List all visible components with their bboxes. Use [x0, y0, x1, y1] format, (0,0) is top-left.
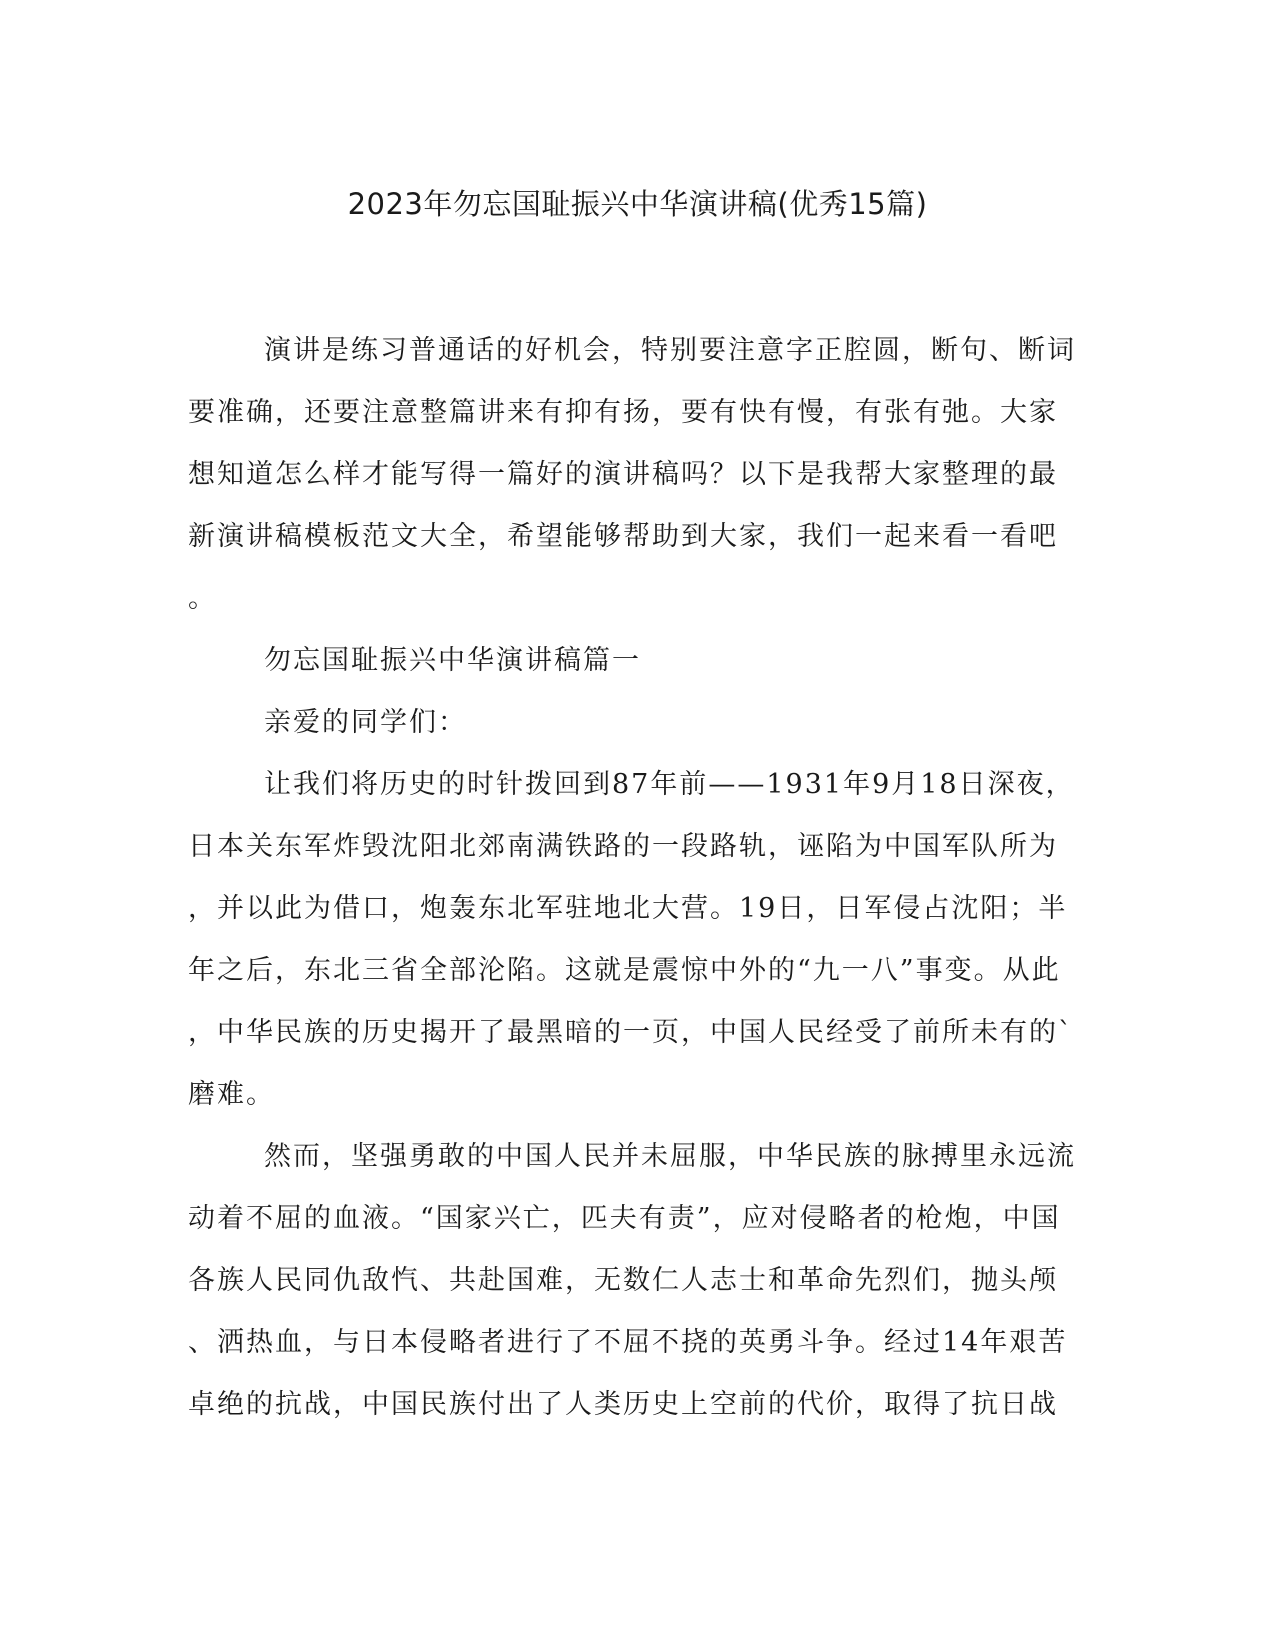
text-line: 年之后，东北三省全部沦陷。这就是震惊中外的“九一八”事变。从此	[188, 955, 1061, 986]
text-line: 、洒热血，与日本侵略者进行了不屈不挠的英勇斗争。经过14年艰苦	[188, 1327, 1068, 1358]
text-line: 各族人民同仇敌忾、共赴国难，无数仁人志士和革命先烈们，抛头颅	[188, 1265, 1058, 1296]
text-line: 磨难。	[188, 1079, 275, 1110]
text-line: 勿忘国耻振兴中华演讲稿篇一	[264, 645, 641, 676]
page-title: 2023年勿忘国耻振兴中华演讲稿(优秀15篇)	[347, 187, 928, 221]
text-line: ，中华民族的历史揭开了最黑暗的一页，中国人民经受了前所未有的`	[188, 1017, 1074, 1048]
document-body	[188, 320, 1078, 1436]
text-line: 亲爱的同学们：	[264, 707, 467, 738]
text-line: 让我们将历史的时针拨回到87年前——1931年9月18日深夜，	[264, 769, 1075, 800]
text-line: 新演讲稿模板范文大全，希望能够帮助到大家，我们一起来看一看吧	[188, 521, 1058, 552]
text-line: 想知道怎么样才能写得一篇好的演讲稿吗？以下是我帮大家整理的最	[188, 459, 1058, 490]
text-line: 卓绝的抗战，中国民族付出了人类历史上空前的代价，取得了抗日战	[188, 1389, 1058, 1420]
text-line: ，并以此为借口，炮轰东北军驻地北大营。19日，日军侵占沈阳；半	[188, 893, 1068, 924]
text-line: 演讲是练习普通话的好机会，特别要注意字正腔圆，断句、断词	[264, 335, 1076, 366]
text-line: 。	[188, 583, 217, 614]
text-line: 日本关东军炸毁沈阳北郊南满铁路的一段路轨，诬陷为中国军队所为	[188, 831, 1058, 862]
text-line: 动着不屈的血液。“国家兴亡，匹夫有责”，应对侵略者的枪炮，中国	[188, 1203, 1061, 1234]
text-line: 要准确，还要注意整篇讲来有抑有扬，要有快有慢，有张有弛。大家	[188, 397, 1058, 428]
text-line: 然而，坚强勇敢的中国人民并未屈服，中华民族的脉搏里永远流	[264, 1141, 1076, 1172]
